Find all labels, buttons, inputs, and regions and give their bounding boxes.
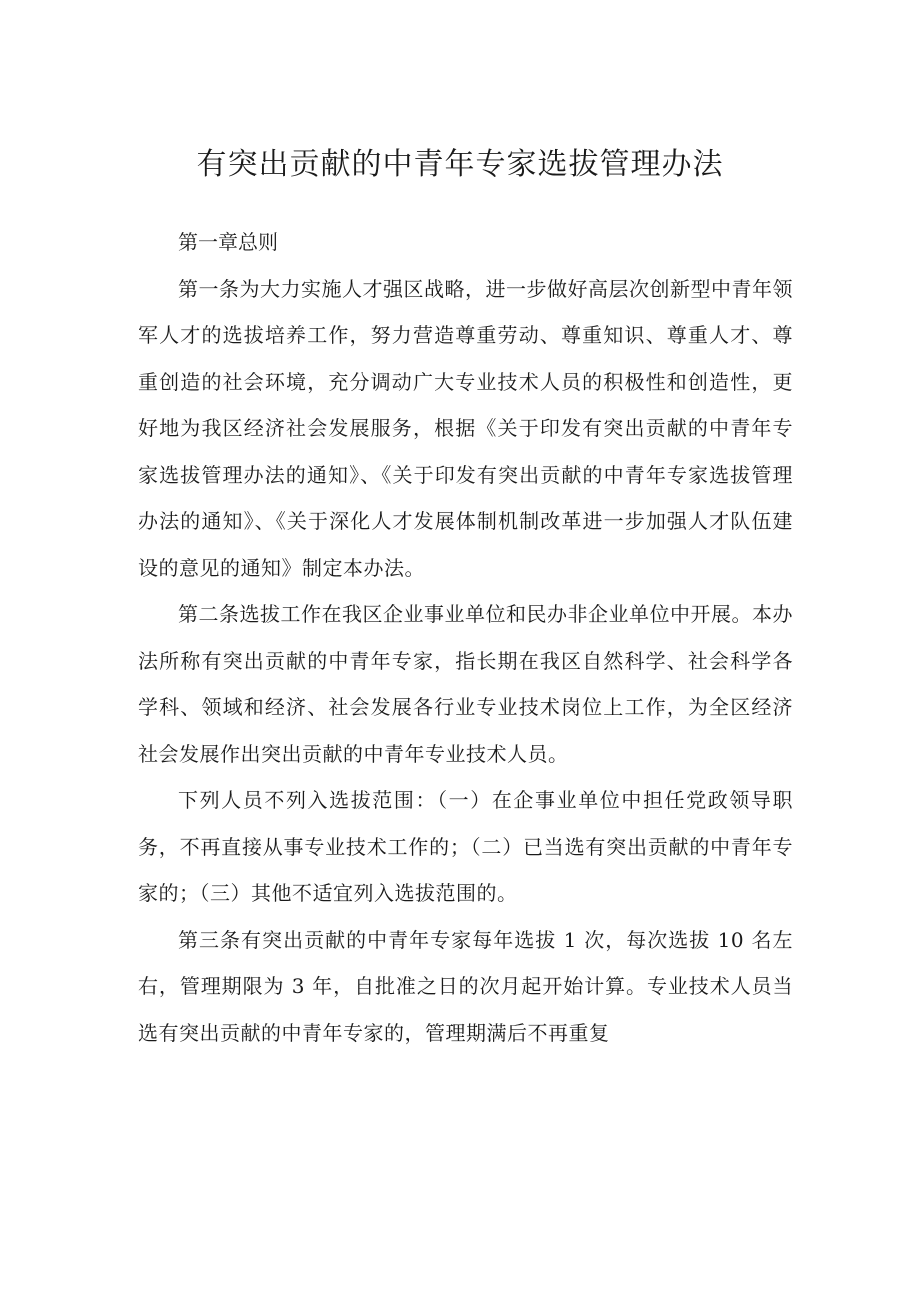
article-1-paragraph: 第一条为大力实施人才强区战略，进一步做好高层次创新型中青年领军人才的选拔培养工作，努力营造尊重劳动、尊重知识、尊重人才、尊重创造的社会环境，充分调动广大专业技术人员的积极性和创造性，更好地为我区经济社会发展服务，根据《关于印发有突出贡献的中青年专家选拔管理办法的通知》、《关于印发有突出贡献的中青年专家选拔管理办法的通知》、《关于深化人才发展体制机制改革进一步加强人才队伍建设的意见的通知》制定本办法。 [138, 276, 793, 580]
document-body [138, 219, 793, 1056]
article-3-paragraph: 第三条有突出贡献的中青年专家每年选拔 1 次，每次选拔 10 名左右，管理期限为 3 年，自批准之日的次月起开始计算。专业技术人员当选有突出贡献的中青年专家的，管理期满后不再重复 [138, 927, 793, 1045]
article-2-paragraph: 第二条选拔工作在我区企业事业单位和民办非企业单位中开展。本办法所称有突出贡献的中青年专家，指长期在我区自然科学、社会科学各学科、领域和经济、社会发展各行业专业技术岗位上工作，为全区经济社会发展作出突出贡献的中青年专业技术人员。 [138, 602, 793, 766]
chapter-heading: 第一章总则 [178, 230, 278, 254]
exclusion-paragraph: 下列人员不列入选拔范围：（一）在企事业单位中担任党政领导职务，不再直接从事专业技术工作的；（二）已当选有突出贡献的中青年专家的；（三）其他不适宜列入选拔范围的。 [138, 788, 793, 905]
document-title: 有突出贡献的中青年专家选拔管理办法 [196, 147, 724, 182]
